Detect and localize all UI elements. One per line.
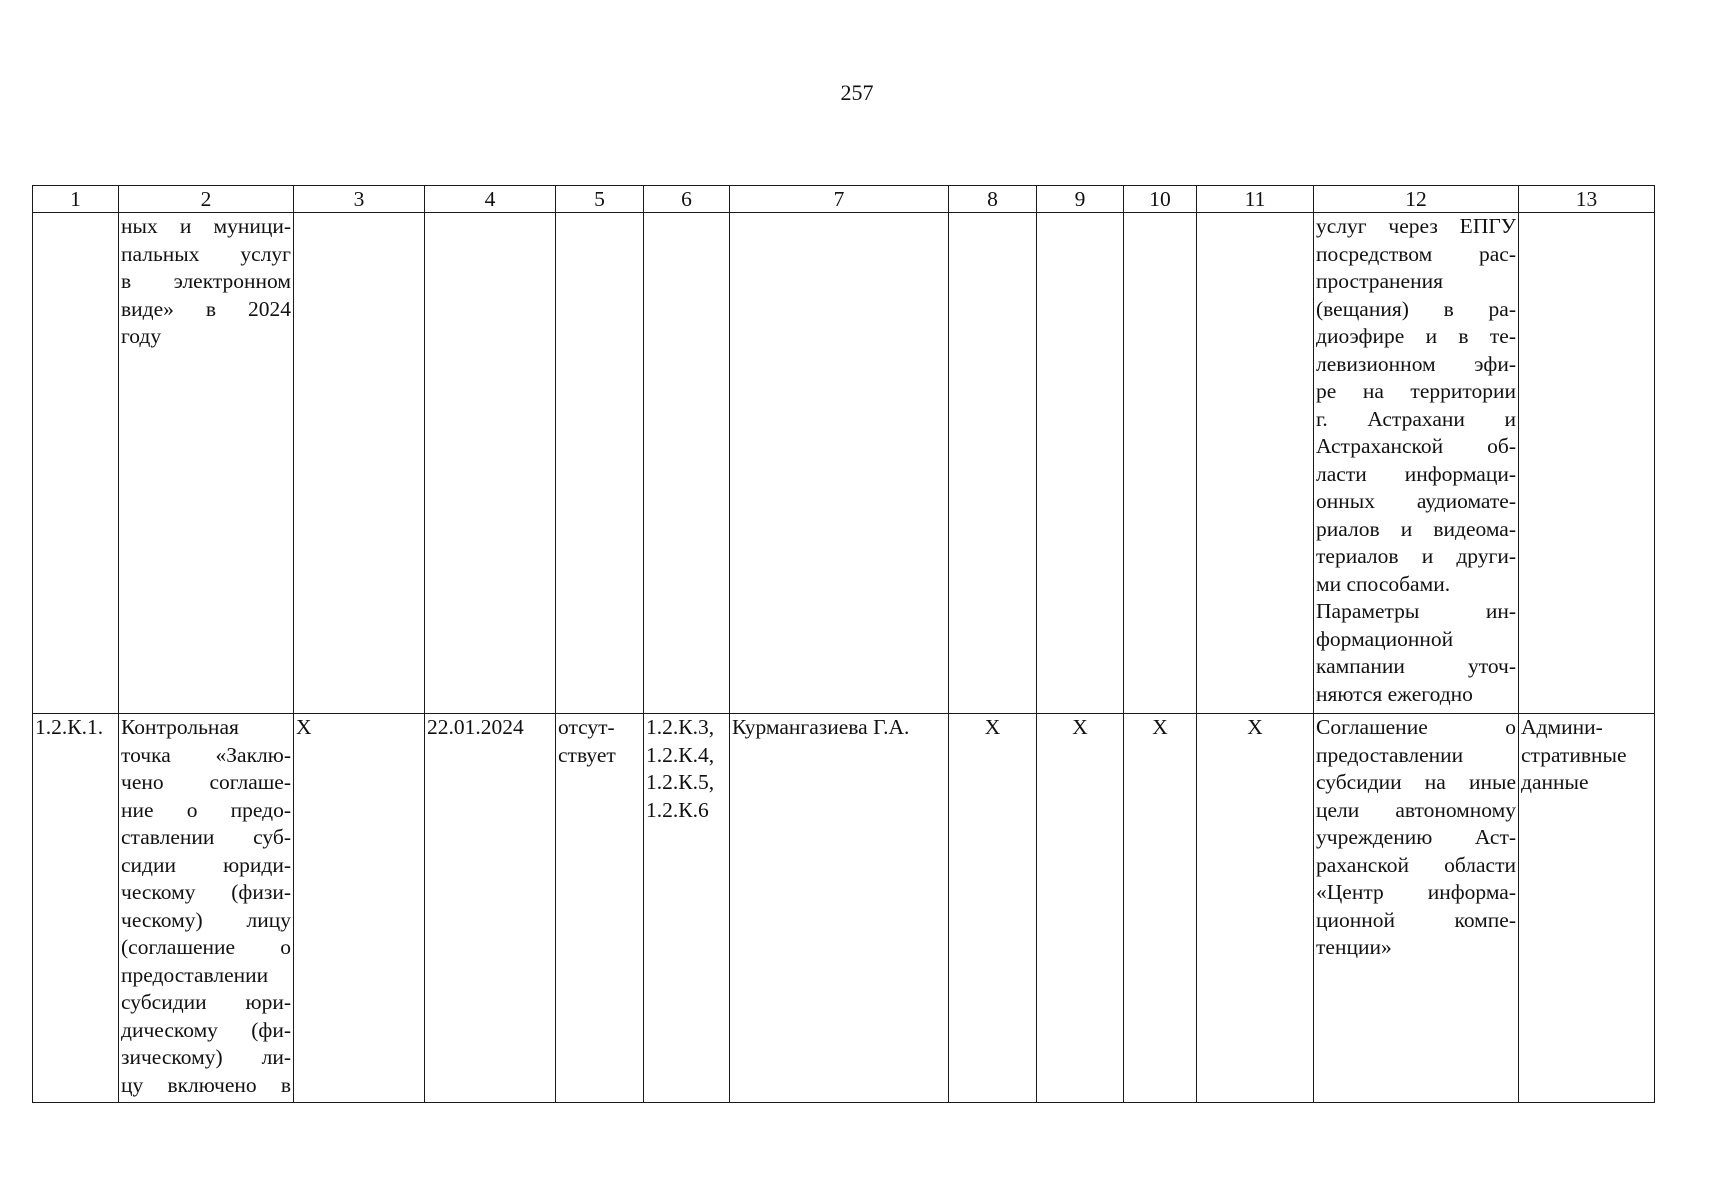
text-line: услуг через ЕПГУ: [1316, 214, 1516, 238]
column-number-13: 13: [1519, 186, 1655, 213]
text-line: 1.2.К.6: [646, 797, 709, 822]
text-line: 1.2.К.3,: [646, 715, 715, 739]
cell-description: [1314, 213, 1519, 714]
data-table: [32, 185, 1655, 1103]
column-number-6: 6: [644, 186, 730, 213]
text-line: предоставлении: [1316, 742, 1464, 767]
column-number-8: 8: [949, 186, 1037, 213]
cell-col8: [949, 213, 1037, 714]
text-line: цу включено в: [121, 1072, 291, 1097]
text-line: дическому (фи-: [121, 1017, 291, 1042]
cell-col9: [1037, 213, 1124, 714]
text-line: субсидии на иные: [1316, 770, 1516, 794]
text-line: териалов и други-: [1316, 544, 1516, 568]
cell-date: 22.01.2024: [425, 714, 556, 1103]
cell-col9: X: [1037, 714, 1124, 1103]
text-line: ставлении суб-: [121, 825, 291, 849]
text-line: формационной: [1316, 626, 1454, 651]
text-line: г. Астрахани и: [1316, 406, 1516, 431]
text-line: онных аудиомате-: [1316, 489, 1516, 513]
text-line: Контрольная: [121, 715, 239, 739]
column-number-9: 9: [1037, 186, 1124, 213]
table-row-control-point: [33, 714, 1655, 1103]
table-header-row: [33, 186, 1655, 213]
cell-name: [119, 714, 294, 1103]
cell-col10: [1124, 213, 1197, 714]
text-line: (вещания) в ра-: [1316, 296, 1516, 321]
cell-col10: X: [1124, 714, 1197, 1103]
table-row-continuation: [33, 213, 1655, 714]
text-line: точка «Заклю-: [121, 742, 291, 767]
text-line: раханской области: [1316, 852, 1516, 877]
cell-name: [119, 213, 294, 714]
column-number-2: 2: [119, 186, 294, 213]
text-line: пространения: [1316, 269, 1443, 293]
text-line: Астраханской об-: [1316, 434, 1516, 458]
cell-col3: [294, 213, 425, 714]
text-line: ционной компе-: [1316, 907, 1516, 932]
text-line: предоставлении: [121, 962, 269, 987]
cell-description: [1314, 714, 1519, 1103]
cell-col4: [425, 213, 556, 714]
cell-col11: [1197, 213, 1314, 714]
column-number-11: 11: [1197, 186, 1314, 213]
column-number-3: 3: [294, 186, 425, 213]
text-line: «Центр информа-: [1316, 880, 1516, 904]
text-line: кампании уточ-: [1316, 654, 1516, 678]
cell-col6: [644, 213, 730, 714]
cell-source: [1519, 714, 1655, 1103]
text-line: ласти информаци-: [1316, 461, 1516, 486]
page-number: 257: [840, 80, 874, 105]
text-line: субсидии юри-: [121, 990, 291, 1014]
text-line: ческому (физи-: [121, 880, 291, 904]
text-line: цели автономному: [1316, 797, 1516, 822]
text-line: посредством рас-: [1316, 241, 1516, 266]
text-line: диоэфире и в те-: [1316, 324, 1516, 348]
text-line: 1.2.К.5,: [646, 770, 715, 794]
text-line: левизионном эфи-: [1316, 351, 1516, 376]
cell-col3: X: [294, 714, 425, 1103]
text-line: ние о предо-: [121, 797, 291, 822]
text-line: риалов и видеома-: [1316, 516, 1516, 541]
text-line: Параметры ин-: [1316, 599, 1516, 623]
column-number-12: 12: [1314, 186, 1519, 213]
cell-related-points: [644, 714, 730, 1103]
text-line: пальных услуг: [121, 241, 291, 266]
text-line: ных и муници-: [121, 214, 291, 238]
text-line: зическому) ли-: [121, 1045, 291, 1069]
text-line: Админи-: [1521, 715, 1603, 739]
text-line: стративные: [1521, 742, 1627, 767]
column-number-7: 7: [730, 186, 949, 213]
cell-col8: X: [949, 714, 1037, 1103]
cell-col5: [556, 213, 644, 714]
cell-col5: [556, 714, 644, 1103]
text-line: няются ежегодно: [1316, 681, 1473, 706]
column-number-4: 4: [425, 186, 556, 213]
cell-number: [33, 213, 119, 714]
text-line: 1.2.К.4,: [646, 742, 715, 767]
text-line: чено соглаше-: [121, 770, 291, 794]
text-line: тенции»: [1316, 935, 1392, 959]
text-line: учреждению Аст-: [1316, 825, 1516, 849]
text-line: Соглашение о: [1316, 715, 1516, 739]
column-number-10: 10: [1124, 186, 1197, 213]
column-number-1: 1: [33, 186, 119, 213]
text-line: ми способами.: [1316, 571, 1451, 596]
cell-number: 1.2.К.1.: [33, 714, 119, 1103]
text-line: данные: [1521, 770, 1589, 794]
cell-source: [1519, 213, 1655, 714]
text-line: ре на территории: [1316, 379, 1516, 403]
text-line: в электронном: [121, 269, 291, 293]
text-line: (соглашение о: [121, 935, 291, 959]
text-line: ческому) лицу: [121, 907, 291, 932]
text-line: сидии юриди-: [121, 852, 291, 877]
text-line: отсут-: [558, 715, 615, 739]
text-line: ствует: [558, 742, 616, 767]
cell-responsible: Курмангазиева Г.А.: [730, 714, 949, 1103]
cell-col11: X: [1197, 714, 1314, 1103]
column-number-5: 5: [556, 186, 644, 213]
text-line: году: [121, 324, 162, 348]
cell-col7: [730, 213, 949, 714]
text-line: виде» в 2024: [121, 296, 291, 321]
